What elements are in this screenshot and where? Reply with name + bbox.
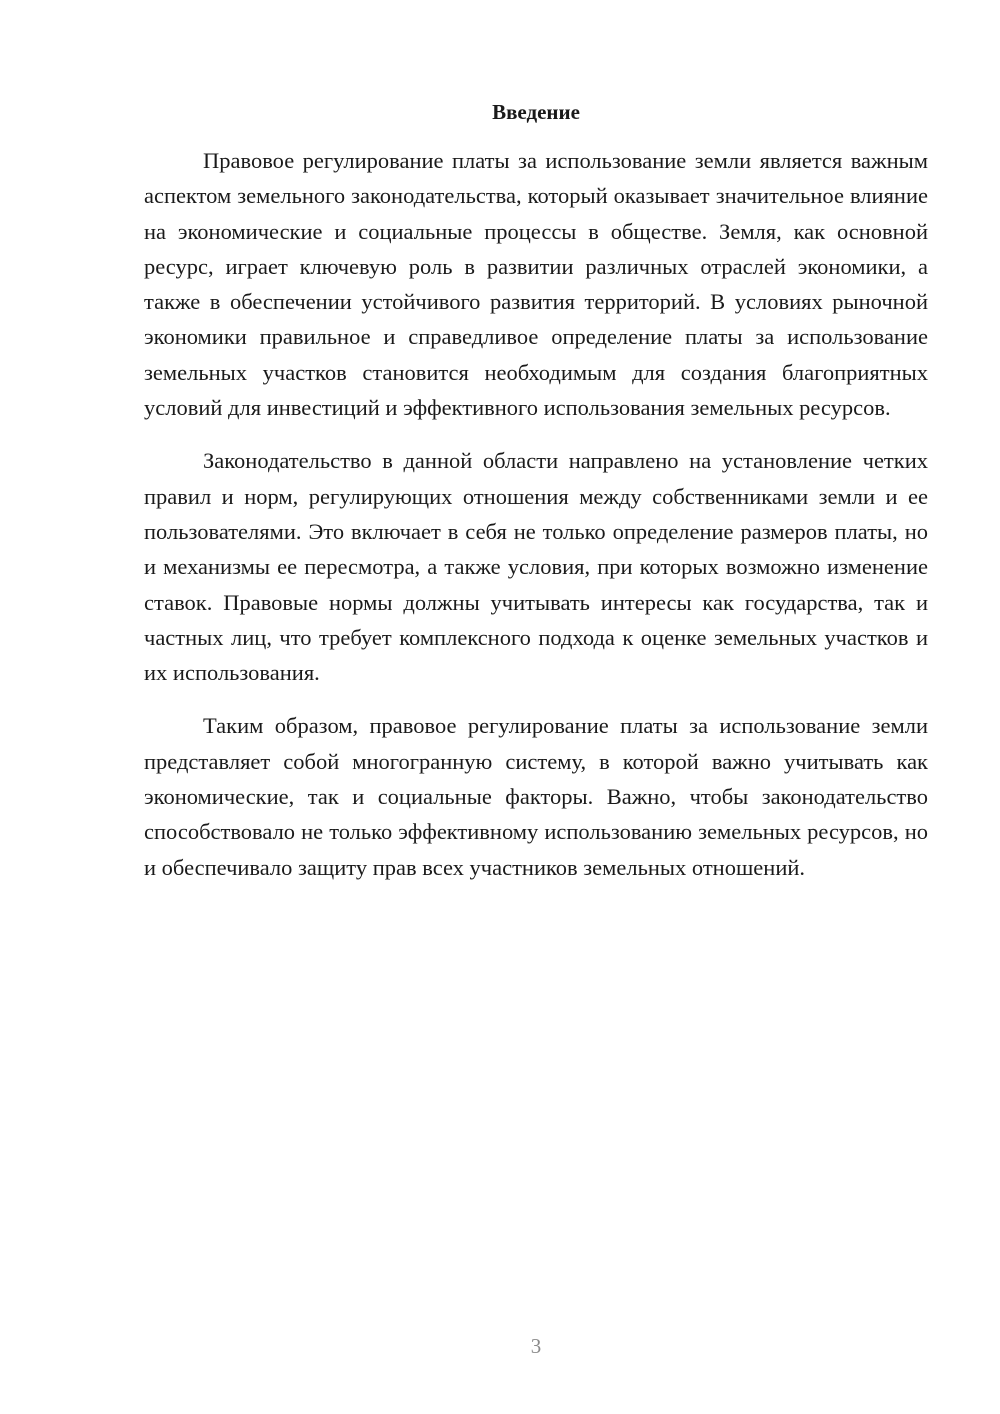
paragraph-1: Правовое регулирование платы за использование земли является важным аспектом земельного законодательства, который оказывает значительное влияние на экономические и социальные процессы в обществе. Земля, как основной ресурс, играет ключевую роль в развитии различных отраслей экономики, а также в обеспечении устойчивого развития территорий. В условиях рыночной экономики правильное и справедливое определение платы за использование земельных участков становится необходимым для создания благоприятных условий для инвестиций и эффективного использования земельных ресурсов. [144, 148, 928, 421]
section-heading: Введение [492, 100, 580, 124]
paragraph-2: Законодательство в данной области направлено на установление четких правил и норм, регулирующих отношения между собственниками земли и ее пользователями. Это включает в себя не только определение размеров платы, но и механизмы ее пересмотра, а также условия, при которых возможно изменение ставок. Правовые нормы должны учитывать интересы как государства, так и частных лиц, что требует комплексного подхода к оценке земельных участков и их использования. [144, 448, 928, 686]
paragraph-3: Таким образом, правовое регулирование платы за использование земли представляет собой многогранную систему, в которой важно учитывать как экономические, так и социальные факторы. Важно, чтобы законодательство способствовало не только эффективному использованию земельных ресурсов, но и обеспечивало защиту прав всех участников земельных отношений. [144, 713, 928, 880]
page-number: 3 [530, 1334, 542, 1358]
body-text [144, 143, 928, 903]
